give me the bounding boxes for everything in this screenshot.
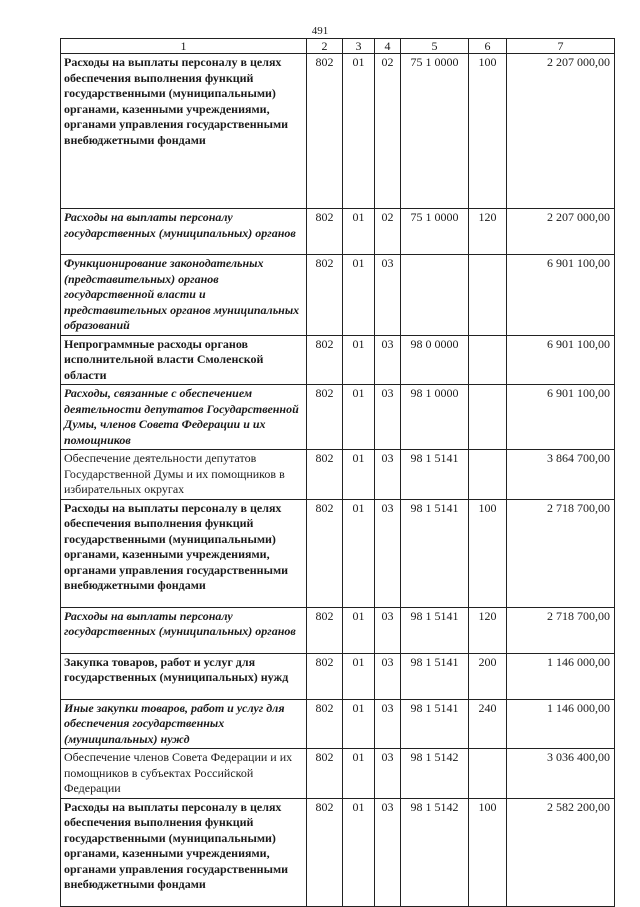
table-row [61,699,615,749]
row-name: Расходы на выплаты персоналу государственных (муниципальных) органов [61,607,307,653]
row-admin-code: 802 [307,653,343,699]
row-expense-type: 120 [469,209,507,255]
header-row [61,39,615,54]
row-amount: 6 901 100,00 [507,385,615,450]
row-admin-code: 802 [307,798,343,906]
row-section: 01 [343,450,375,500]
row-section: 01 [343,54,375,209]
row-section: 01 [343,607,375,653]
row-expense-type [469,749,507,799]
row-admin-code: 802 [307,385,343,450]
row-expense-type [469,255,507,336]
header-col-3: 3 [343,39,375,54]
row-name: Непрограммные расходы органов исполнительной власти Смоленской области [61,335,307,385]
row-section: 01 [343,798,375,906]
row-admin-code: 802 [307,255,343,336]
row-target-article: 98 1 0000 [401,385,469,450]
page-number: 491 [311,25,329,37]
header-col-6: 6 [469,39,507,54]
table-row [61,209,615,255]
row-target-article: 98 1 5141 [401,450,469,500]
row-section: 01 [343,699,375,749]
row-section: 01 [343,385,375,450]
header-col-5: 5 [401,39,469,54]
row-expense-type: 120 [469,607,507,653]
row-target-article: 75 1 0000 [401,209,469,255]
row-subsection: 03 [375,385,401,450]
row-amount: 2 207 000,00 [507,209,615,255]
row-target-article: 98 1 5141 [401,699,469,749]
row-name: Функционирование законодательных (представительных) органов государственной власти и представительных органов муниципальных образований [61,255,307,336]
header-col-7: 7 [507,39,615,54]
row-admin-code: 802 [307,607,343,653]
row-amount: 2 207 000,00 [507,54,615,209]
row-subsection: 03 [375,255,401,336]
row-subsection: 03 [375,653,401,699]
table-row [61,54,615,209]
row-target-article: 98 1 5141 [401,653,469,699]
row-amount: 6 901 100,00 [507,335,615,385]
row-subsection: 03 [375,499,401,607]
row-expense-type: 100 [469,798,507,906]
table-row [61,255,615,336]
row-admin-code: 802 [307,499,343,607]
row-target-article: 75 1 0000 [401,54,469,209]
table-row [61,499,615,607]
row-subsection: 03 [375,798,401,906]
row-amount: 2 718 700,00 [507,499,615,607]
row-section: 01 [343,209,375,255]
row-admin-code: 802 [307,335,343,385]
row-subsection: 02 [375,209,401,255]
row-target-article: 98 1 5142 [401,798,469,906]
table-row [61,450,615,500]
table-row [61,335,615,385]
row-amount: 3 036 400,00 [507,749,615,799]
row-name: Обеспечение членов Совета Федерации и их помощников в субъектах Российской Федерации [61,749,307,799]
row-admin-code: 802 [307,209,343,255]
row-name: Расходы, связанные с обеспечением деятельности депутатов Государственной Думы, членов Совета Федерации и их помощников [61,385,307,450]
row-admin-code: 802 [307,54,343,209]
row-target-article: 98 0 0000 [401,335,469,385]
row-target-article: 98 1 5141 [401,499,469,607]
row-name: Расходы на выплаты персоналу в целях обеспечения выполнения функций государственными (муниципальными) органами, казенными учреждениями, органами управления государственными внебюджетными фондами [61,54,307,209]
row-section: 01 [343,749,375,799]
row-subsection: 03 [375,749,401,799]
row-amount: 2 582 200,00 [507,798,615,906]
row-expense-type: 100 [469,499,507,607]
row-name: Закупка товаров, работ и услуг для государственных (муниципальных) нужд [61,653,307,699]
table-row [61,385,615,450]
row-amount: 1 146 000,00 [507,699,615,749]
row-name: Расходы на выплаты персоналу государственных (муниципальных) органов [61,209,307,255]
row-amount: 3 864 700,00 [507,450,615,500]
row-section: 01 [343,335,375,385]
header-col-4: 4 [375,39,401,54]
table-row [61,653,615,699]
row-section: 01 [343,255,375,336]
row-target-article [401,255,469,336]
row-subsection: 03 [375,699,401,749]
row-expense-type: 100 [469,54,507,209]
row-expense-type: 200 [469,653,507,699]
row-subsection: 03 [375,450,401,500]
row-name: Обеспечение деятельности депутатов Государственной Думы и их помощников в избирательных округах [61,450,307,500]
row-subsection: 02 [375,54,401,209]
row-amount: 6 901 100,00 [507,255,615,336]
row-section: 01 [343,653,375,699]
row-name: Расходы на выплаты персоналу в целях обеспечения выполнения функций государственными (муниципальными) органами, казенными учреждениями, органами управления государственными внебюджетными фондами [61,499,307,607]
row-section: 01 [343,499,375,607]
row-amount: 2 718 700,00 [507,607,615,653]
row-expense-type [469,450,507,500]
budget-table [60,38,615,907]
row-expense-type [469,385,507,450]
row-amount: 1 146 000,00 [507,653,615,699]
table-row [61,749,615,799]
row-name: Расходы на выплаты персоналу в целях обеспечения выполнения функций государственными (муниципальными) органами, казенными учреждениями, органами управления государственными внебюджетными фондами [61,798,307,906]
row-admin-code: 802 [307,699,343,749]
header-col-2: 2 [307,39,343,54]
row-subsection: 03 [375,335,401,385]
row-subsection: 03 [375,607,401,653]
row-name: Иные закупки товаров, работ и услуг для обеспечения государственных (муниципальных) нужд [61,699,307,749]
table-row [61,798,615,906]
row-admin-code: 802 [307,749,343,799]
table-row [61,607,615,653]
row-target-article: 98 1 5142 [401,749,469,799]
row-target-article: 98 1 5141 [401,607,469,653]
row-expense-type [469,335,507,385]
header-col-1: 1 [61,39,307,54]
row-expense-type: 240 [469,699,507,749]
row-admin-code: 802 [307,450,343,500]
